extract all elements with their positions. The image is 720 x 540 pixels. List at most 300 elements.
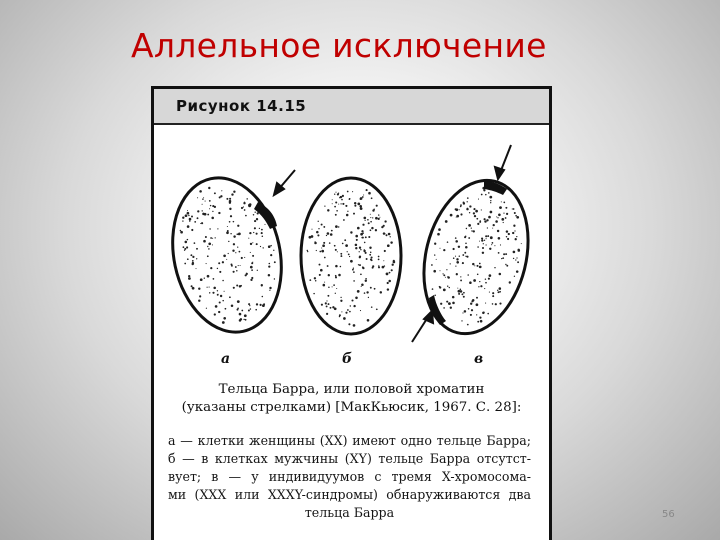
chromatin-speck bbox=[226, 198, 228, 200]
chromatin-speck bbox=[371, 306, 373, 308]
chromatin-speck bbox=[353, 305, 355, 307]
chromatin-speck bbox=[222, 261, 224, 263]
chromatin-speck bbox=[494, 245, 495, 246]
chromatin-speck bbox=[319, 264, 321, 266]
chromatin-speck bbox=[309, 236, 312, 239]
chromatin-speck bbox=[212, 211, 213, 212]
chromatin-speck bbox=[192, 260, 194, 262]
chromatin-speck bbox=[202, 210, 203, 211]
chromatin-speck bbox=[360, 197, 363, 200]
chromatin-speck bbox=[256, 218, 258, 220]
chromatin-speck bbox=[192, 256, 194, 258]
chromatin-speck bbox=[365, 236, 367, 238]
chromatin-speck bbox=[241, 207, 243, 209]
chromatin-speck bbox=[388, 233, 391, 236]
chromatin-speck bbox=[241, 257, 243, 259]
chromatin-speck bbox=[229, 221, 231, 223]
chromatin-speck bbox=[237, 225, 239, 227]
chromatin-speck bbox=[455, 237, 457, 239]
chromatin-speck bbox=[512, 208, 513, 209]
chromatin-speck bbox=[368, 297, 369, 298]
chromatin-speck bbox=[485, 278, 486, 279]
chromatin-speck bbox=[316, 250, 317, 251]
chromatin-speck bbox=[521, 243, 522, 244]
chromatin-speck bbox=[347, 309, 349, 311]
chromatin-speck bbox=[189, 218, 190, 219]
chromatin-speck bbox=[487, 227, 488, 228]
chromatin-speck bbox=[334, 307, 337, 310]
chromatin-speck bbox=[239, 319, 242, 322]
chromatin-speck bbox=[362, 266, 364, 268]
chromatin-speck bbox=[209, 228, 210, 229]
chromatin-speck bbox=[368, 192, 371, 195]
chromatin-speck bbox=[478, 199, 479, 200]
chromatin-speck bbox=[489, 196, 492, 199]
chromatin-speck bbox=[473, 212, 475, 214]
chromatin-speck bbox=[486, 219, 488, 221]
chromatin-speck bbox=[456, 261, 459, 264]
chromatin-speck bbox=[207, 275, 210, 278]
caption-body bbox=[168, 432, 531, 522]
chromatin-speck bbox=[506, 236, 507, 237]
chromatin-speck bbox=[468, 237, 470, 239]
chromatin-speck bbox=[360, 207, 363, 210]
chromatin-speck bbox=[226, 231, 229, 234]
chromatin-speck bbox=[387, 244, 390, 247]
chromatin-speck bbox=[482, 247, 484, 249]
chromatin-speck bbox=[219, 271, 221, 273]
chromatin-speck bbox=[450, 263, 451, 264]
chromatin-speck bbox=[372, 267, 374, 269]
chromatin-speck bbox=[443, 289, 446, 292]
chromatin-speck bbox=[217, 290, 218, 291]
chromatin-speck bbox=[383, 225, 385, 227]
chromatin-speck bbox=[342, 203, 344, 205]
chromatin-speck bbox=[476, 314, 477, 315]
chromatin-speck bbox=[218, 311, 220, 313]
chromatin-speck bbox=[477, 321, 479, 323]
chromatin-speck bbox=[370, 217, 371, 218]
chromatin-speck bbox=[366, 291, 368, 293]
chromatin-speck bbox=[182, 217, 184, 219]
chromatin-speck bbox=[239, 313, 242, 316]
chromatin-speck bbox=[335, 201, 337, 203]
chromatin-speck bbox=[459, 209, 460, 210]
chromatin-speck bbox=[361, 230, 363, 232]
chromatin-speck bbox=[208, 187, 210, 189]
chromatin-speck bbox=[338, 226, 339, 227]
chromatin-speck bbox=[438, 228, 441, 231]
chromatin-speck bbox=[455, 240, 458, 243]
chromatin-speck bbox=[252, 262, 253, 263]
chromatin-speck bbox=[383, 232, 385, 234]
chromatin-speck bbox=[517, 261, 519, 263]
chromatin-speck bbox=[445, 277, 446, 278]
chromatin-speck bbox=[513, 251, 516, 254]
chromatin-speck bbox=[251, 277, 253, 279]
figure-header bbox=[154, 89, 549, 125]
chromatin-speck bbox=[390, 241, 392, 243]
chromatin-speck bbox=[223, 254, 226, 257]
chromatin-speck bbox=[196, 258, 197, 259]
chromatin-speck bbox=[378, 259, 380, 261]
chromatin-speck bbox=[375, 229, 377, 231]
chromatin-speck bbox=[355, 244, 358, 247]
chromatin-speck bbox=[262, 296, 264, 298]
chromatin-speck bbox=[488, 278, 490, 280]
chromatin-speck bbox=[246, 198, 248, 200]
chromatin-speck bbox=[489, 292, 490, 293]
chromatin-speck bbox=[484, 218, 486, 220]
chromatin-speck bbox=[476, 297, 478, 299]
chromatin-speck bbox=[201, 222, 203, 224]
slide-title: Аллельное исключение bbox=[131, 26, 547, 65]
chromatin-speck bbox=[492, 242, 494, 244]
chromatin-speck bbox=[336, 288, 337, 289]
chromatin-speck bbox=[447, 241, 449, 243]
chromatin-speck bbox=[503, 213, 504, 214]
chromatin-speck bbox=[460, 279, 462, 281]
chromatin-speck bbox=[340, 255, 342, 257]
chromatin-speck bbox=[226, 259, 227, 260]
chromatin-speck bbox=[503, 202, 505, 204]
chromatin-speck bbox=[484, 220, 486, 222]
chromatin-speck bbox=[431, 264, 433, 266]
chromatin-speck bbox=[503, 222, 504, 223]
chromatin-speck bbox=[488, 192, 490, 194]
chromatin-speck bbox=[203, 240, 206, 243]
chromatin-speck bbox=[465, 243, 467, 245]
chromatin-speck bbox=[321, 224, 322, 225]
chromatin-speck bbox=[327, 265, 329, 267]
chromatin-speck bbox=[207, 214, 209, 216]
chromatin-speck bbox=[487, 235, 489, 237]
chromatin-speck bbox=[512, 232, 514, 234]
chromatin-speck bbox=[212, 244, 213, 245]
chromatin-speck bbox=[236, 284, 238, 286]
chromatin-speck bbox=[462, 254, 464, 256]
chromatin-speck bbox=[447, 285, 448, 286]
chromatin-speck bbox=[389, 272, 391, 274]
caption-heading bbox=[168, 381, 535, 417]
chromatin-speck bbox=[440, 303, 442, 305]
chromatin-speck bbox=[353, 268, 354, 269]
chromatin-speck bbox=[384, 220, 386, 222]
chromatin-speck bbox=[187, 258, 189, 260]
chromatin-speck bbox=[208, 248, 210, 250]
chromatin-speck bbox=[323, 242, 325, 244]
chromatin-speck bbox=[233, 243, 235, 245]
chromatin-speck bbox=[376, 205, 378, 207]
chromatin-speck bbox=[364, 242, 366, 244]
chromatin-speck bbox=[270, 245, 272, 247]
chromatin-speck bbox=[362, 196, 364, 198]
chromatin-speck bbox=[335, 293, 336, 294]
chromatin-speck bbox=[388, 280, 391, 283]
chromatin-speck bbox=[248, 310, 250, 312]
chromatin-speck bbox=[515, 215, 517, 217]
chromatin-speck bbox=[354, 205, 356, 207]
caption-body-line: б — в клетках мужчины (XY) тельце Барра отсутст- bbox=[168, 450, 531, 466]
chromatin-speck bbox=[369, 254, 371, 256]
chromatin-speck bbox=[517, 249, 519, 251]
chromatin-speck bbox=[335, 276, 337, 278]
chromatin-speck bbox=[459, 255, 460, 256]
chromatin-speck bbox=[348, 254, 350, 256]
chromatin-speck bbox=[186, 246, 188, 248]
chromatin-speck bbox=[380, 291, 382, 293]
figure-label: Рисунок 14.15 bbox=[176, 97, 307, 115]
chromatin-speck bbox=[443, 307, 445, 309]
chromatin-speck bbox=[190, 254, 192, 256]
chromatin-speck bbox=[437, 233, 440, 236]
chromatin-speck bbox=[320, 269, 323, 272]
chromatin-speck bbox=[340, 196, 342, 198]
chromatin-speck bbox=[507, 238, 509, 240]
chromatin-speck bbox=[479, 241, 480, 242]
chromatin-speck bbox=[480, 285, 482, 287]
chromatin-speck bbox=[274, 261, 276, 263]
chromatin-speck bbox=[249, 305, 250, 306]
chromatin-speck bbox=[318, 228, 319, 229]
chromatin-speck bbox=[339, 316, 341, 318]
chromatin-speck bbox=[315, 241, 316, 242]
chromatin-speck bbox=[354, 202, 356, 204]
chromatin-speck bbox=[509, 281, 511, 283]
chromatin-speck bbox=[453, 257, 455, 259]
chromatin-speck bbox=[207, 287, 208, 288]
chromatin-speck bbox=[326, 300, 327, 301]
chromatin-speck bbox=[481, 239, 483, 241]
chromatin-speck bbox=[499, 273, 502, 276]
chromatin-speck bbox=[439, 248, 440, 249]
chromatin-speck bbox=[367, 219, 369, 221]
chromatin-speck bbox=[270, 254, 272, 256]
chromatin-speck bbox=[349, 311, 351, 313]
chromatin-speck bbox=[458, 293, 460, 295]
chromatin-speck bbox=[463, 202, 465, 204]
chromatin-speck bbox=[476, 218, 478, 220]
chromatin-speck bbox=[253, 214, 255, 216]
chromatin-speck bbox=[360, 273, 362, 275]
chromatin-speck bbox=[253, 232, 254, 233]
cell-letter-a: а bbox=[221, 351, 231, 367]
chromatin-speck bbox=[219, 301, 221, 303]
chromatin-speck bbox=[493, 224, 495, 226]
chromatin-speck bbox=[475, 210, 478, 213]
chromatin-speck bbox=[321, 304, 323, 306]
chromatin-speck bbox=[484, 288, 485, 289]
chromatin-speck bbox=[514, 230, 515, 231]
chromatin-speck bbox=[323, 284, 326, 287]
chromatin-speck bbox=[386, 273, 389, 276]
chromatin-speck bbox=[386, 234, 388, 236]
chromatin-speck bbox=[463, 292, 465, 294]
chromatin-speck bbox=[466, 256, 468, 258]
chromatin-speck bbox=[471, 309, 473, 311]
chromatin-speck bbox=[508, 233, 510, 235]
chromatin-speck bbox=[212, 205, 214, 207]
chromatin-speck bbox=[262, 304, 265, 307]
chromatin-speck bbox=[332, 286, 333, 287]
chromatin-speck bbox=[483, 243, 484, 244]
chromatin-speck bbox=[187, 212, 190, 215]
chromatin-speck bbox=[378, 218, 380, 220]
chromatin-speck bbox=[499, 291, 501, 293]
chromatin-speck bbox=[446, 301, 448, 303]
chromatin-speck bbox=[505, 253, 507, 255]
arrow-cell-a bbox=[274, 170, 295, 195]
chromatin-speck bbox=[243, 206, 244, 207]
chromatin-speck bbox=[210, 267, 212, 269]
chromatin-speck bbox=[516, 257, 517, 258]
chromatin-speck bbox=[514, 212, 516, 214]
chromatin-speck bbox=[326, 305, 328, 307]
chromatin-speck bbox=[215, 305, 218, 308]
chromatin-speck bbox=[221, 190, 222, 191]
chromatin-speck bbox=[349, 256, 350, 257]
chromatin-speck bbox=[248, 205, 251, 208]
chromatin-speck bbox=[207, 255, 209, 257]
chromatin-speck bbox=[458, 246, 460, 248]
chromatin-speck bbox=[243, 319, 244, 320]
chromatin-speck bbox=[391, 269, 393, 271]
chromatin-speck bbox=[197, 210, 199, 212]
chromatin-speck bbox=[327, 295, 329, 297]
chromatin-speck bbox=[479, 316, 481, 318]
chromatin-speck bbox=[470, 314, 472, 316]
chromatin-speck bbox=[309, 279, 311, 281]
chromatin-speck bbox=[345, 244, 348, 247]
chromatin-speck bbox=[343, 317, 346, 320]
chromatin-speck bbox=[492, 228, 493, 229]
chromatin-speck bbox=[369, 246, 371, 248]
chromatin-speck bbox=[479, 266, 482, 269]
chromatin-speck bbox=[249, 232, 251, 234]
chromatin-speck bbox=[187, 225, 190, 228]
chromatin-speck bbox=[209, 200, 211, 202]
chromatin-speck bbox=[379, 217, 380, 218]
chromatin-speck bbox=[365, 278, 367, 280]
chromatin-speck bbox=[326, 313, 328, 315]
chromatin-speck bbox=[208, 242, 211, 245]
chromatin-speck bbox=[205, 201, 206, 202]
chromatin-speck bbox=[202, 198, 204, 200]
chromatin-speck bbox=[485, 235, 487, 237]
chromatin-speck bbox=[335, 275, 337, 277]
chromatin-speck bbox=[224, 291, 225, 292]
chromatin-speck bbox=[350, 260, 353, 263]
chromatin-speck bbox=[338, 204, 339, 205]
chromatin-speck bbox=[384, 250, 386, 252]
chromatin-speck bbox=[376, 308, 378, 310]
chromatin-speck bbox=[485, 303, 486, 304]
chromatin-speck bbox=[368, 236, 370, 238]
chromatin-speck bbox=[351, 299, 353, 301]
chromatin-speck bbox=[471, 227, 472, 228]
chromatin-speck bbox=[442, 273, 443, 274]
chromatin-speck bbox=[514, 276, 515, 277]
chromatin-speck bbox=[390, 236, 391, 237]
chromatin-speck bbox=[250, 252, 251, 253]
chromatin-speck bbox=[343, 219, 345, 221]
chromatin-speck bbox=[370, 287, 372, 289]
chromatin-speck bbox=[448, 302, 451, 305]
chromatin-speck bbox=[260, 304, 262, 306]
chromatin-speck bbox=[269, 287, 271, 289]
chromatin-speck bbox=[363, 194, 364, 195]
chromatin-speck bbox=[219, 196, 221, 198]
chromatin-speck bbox=[515, 238, 517, 240]
chromatin-speck bbox=[465, 246, 468, 249]
chromatin-speck bbox=[341, 199, 343, 201]
chromatin-speck bbox=[328, 303, 330, 305]
chromatin-speck bbox=[505, 207, 507, 209]
chromatin-speck bbox=[196, 248, 198, 250]
chromatin-speck bbox=[318, 221, 319, 222]
chromatin-speck bbox=[329, 242, 331, 244]
chromatin-speck bbox=[463, 296, 465, 298]
chromatin-speck bbox=[344, 239, 346, 241]
chromatin-speck bbox=[469, 205, 471, 207]
chromatin-speck bbox=[214, 192, 216, 194]
chromatin-speck bbox=[467, 197, 469, 199]
chromatin-speck bbox=[473, 279, 476, 282]
chromatin-speck bbox=[252, 255, 254, 257]
chromatin-speck bbox=[350, 231, 352, 233]
caption-body-line: ми (XXX или XXXY-синдромы) обнаруживаются два bbox=[168, 486, 531, 502]
chromatin-speck bbox=[236, 270, 238, 272]
chromatin-speck bbox=[335, 192, 336, 193]
chromatin-speck bbox=[378, 214, 379, 215]
chromatin-speck bbox=[217, 268, 218, 269]
chromatin-speck bbox=[453, 248, 455, 250]
chromatin-speck bbox=[191, 229, 193, 231]
chromatin-speck bbox=[367, 319, 370, 322]
chromatin-speck bbox=[468, 224, 471, 227]
chromatin-speck bbox=[248, 238, 249, 239]
chromatin-speck bbox=[238, 265, 239, 266]
chromatin-speck bbox=[189, 221, 190, 222]
chromatin-speck bbox=[229, 296, 231, 298]
chromatin-speck bbox=[482, 252, 484, 254]
chromatin-speck bbox=[496, 216, 497, 217]
chromatin-speck bbox=[327, 232, 330, 235]
chromatin-speck bbox=[490, 200, 491, 201]
chromatin-speck bbox=[362, 237, 364, 239]
chromatin-speck bbox=[256, 243, 258, 245]
chromatin-speck bbox=[203, 197, 204, 198]
chromatin-speck bbox=[319, 274, 321, 276]
chromatin-speck bbox=[261, 229, 263, 231]
chromatin-speck bbox=[370, 214, 371, 215]
chromatin-speck bbox=[491, 244, 492, 245]
chromatin-speck bbox=[502, 218, 503, 219]
chromatin-speck bbox=[470, 303, 472, 305]
arrow-cell-c-bottom bbox=[412, 311, 433, 342]
chromatin-speck bbox=[383, 260, 384, 261]
chromatin-speck bbox=[478, 286, 479, 287]
chromatin-speck bbox=[370, 221, 372, 223]
caption-body-line: тельца Барра bbox=[304, 504, 395, 520]
chromatin-speck bbox=[311, 229, 312, 230]
chromatin-speck bbox=[220, 295, 222, 297]
chromatin-speck bbox=[217, 294, 218, 295]
chromatin-speck bbox=[516, 216, 519, 219]
chromatin-speck bbox=[467, 274, 469, 276]
chromatin-speck bbox=[235, 252, 236, 253]
chromatin-speck bbox=[315, 280, 317, 282]
